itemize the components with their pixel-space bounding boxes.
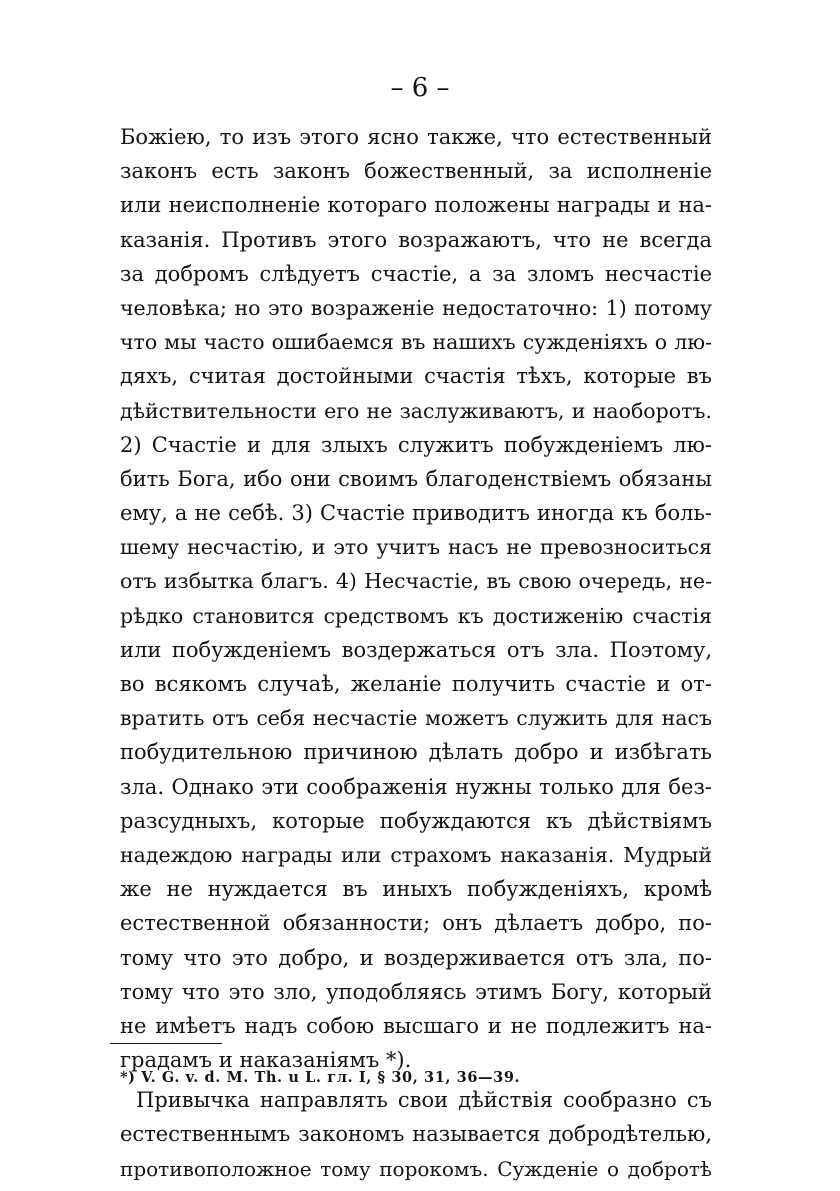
text-line: что мы часто ошибаемся въ нашихъ сужденiяхъ о лю- — [120, 330, 712, 355]
text-line: рѣдко становится средствомъ къ достиженiю счастiя — [120, 603, 712, 628]
text-line: дѣйствительности его не заслуживаютъ, и наоборотъ. — [120, 398, 712, 423]
text-line: естественной обязанности; онъ дѣлаетъ добро, по- — [120, 911, 712, 936]
text-line: человѣка; но это возраженiе недостаточно: 1) потому — [120, 295, 712, 320]
text-line: законъ есть законъ божественный, за исполненiе — [120, 159, 712, 184]
text-line: же не нуждается въ иныхъ побужденiяхъ, кромѣ — [120, 877, 712, 902]
text-line: тому что это зло, уподобляясь этимъ Богу, который — [120, 979, 712, 1004]
text-line: зла. Однако эти соображенiя нужны только для без- — [120, 774, 712, 799]
paragraph-2 — [120, 1083, 712, 1186]
text-line: побудительною причиною дѣлать добро и избѣгать — [120, 740, 712, 765]
text-line: или побужденiемъ воздержаться отъ зла. Поэтому, — [120, 637, 712, 662]
text-line: Привычка направлять свои дѣйствiя сообразно съ — [136, 1088, 712, 1113]
text-line: надеждою награды или страхомъ наказанiя. Мудрый — [120, 842, 712, 867]
text-line: или неисполненiе котораго положены награды и на- — [120, 193, 712, 218]
body-text — [120, 120, 712, 1186]
text-line: разсудныхъ, которые побуждаются къ дѣйствiямъ — [120, 808, 712, 833]
text-line: бить Бога, ибо они своимъ благоденствiемъ обязаны — [120, 466, 712, 491]
footnote: *) V. G. v. d. M. Th. u L. гл. I, § 30, 31, 36—39. — [120, 1069, 521, 1086]
text-line: во всякомъ случаѣ, желанiе получить счастiе и от- — [120, 672, 712, 696]
text-line: естественнымъ закономъ называется добродѣтелью, — [120, 1122, 712, 1147]
page-number: – 6 – — [390, 73, 450, 103]
text-line: 2) Счастiе и для злыхъ служитъ побужденiемъ лю- — [120, 432, 712, 457]
text-line: не имѣетъ надъ собою высшаго и не подлежитъ на- — [120, 1013, 712, 1038]
text-line: тому что это добро, и воздерживается отъ зла, по- — [120, 945, 712, 970]
text-line: отъ избытка благъ. 4) Несчастiе, въ свою очередь, не- — [120, 569, 712, 594]
paragraph-1 — [120, 120, 712, 1077]
text-line: градамъ и наказанiямъ *). — [120, 1048, 412, 1073]
text-line: противоположное тому порокомъ. Сужденiе о добротѣ — [120, 1156, 712, 1181]
text-line: за добромъ слѣдуетъ счастiе, а за зломъ несчастiе — [120, 261, 712, 286]
text-line: дяхъ, считая достойными счастiя тѣхъ, которые въ — [120, 364, 712, 389]
text-line: вратить отъ себя несчастiе можетъ служить для насъ — [120, 706, 712, 731]
text-line: казанiя. Противъ этого возражаютъ, что не всегда — [120, 227, 712, 252]
text-line: ему, а не себѣ. 3) Счастiе приводитъ иногда къ боль- — [120, 501, 712, 526]
footnote-divider — [110, 1043, 222, 1044]
text-line: Божiею, то изъ этого ясно также, что естественный — [120, 125, 712, 149]
text-line: шему несчастiю, и это учитъ насъ не превозноситься — [120, 535, 712, 560]
